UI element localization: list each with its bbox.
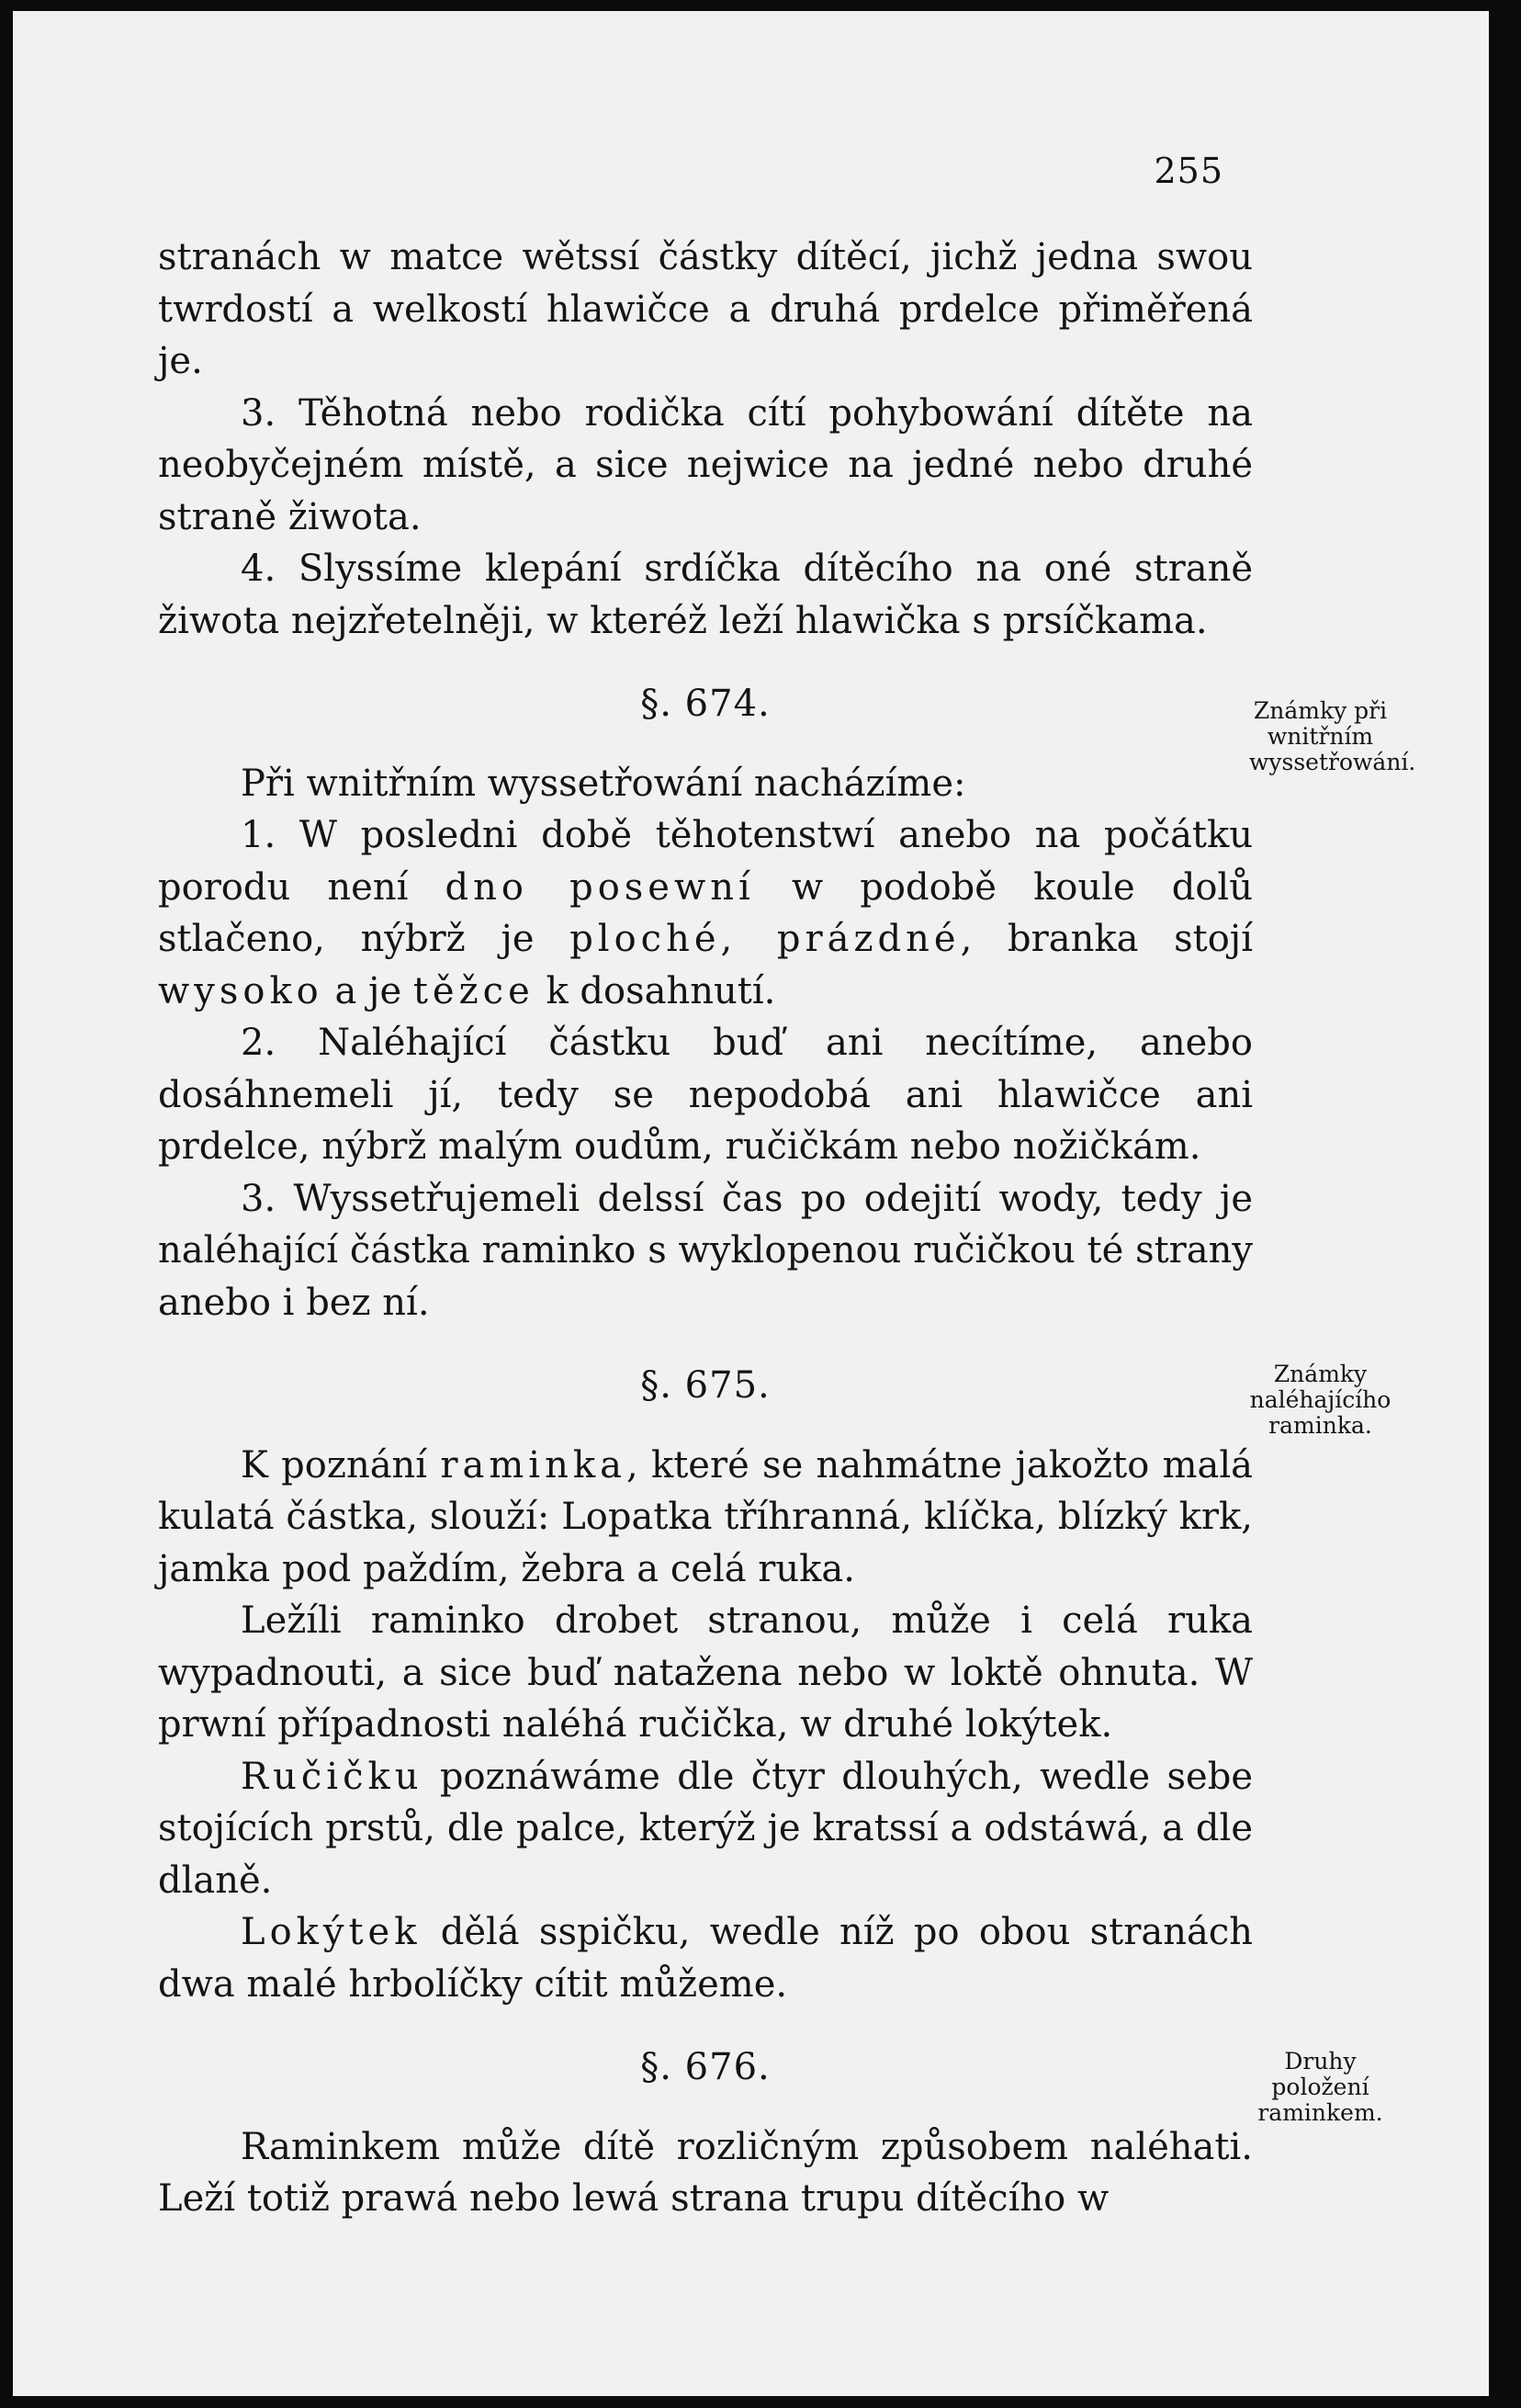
margin-note: Druhy položení raminkem. — [1257, 2048, 1383, 2126]
paragraph: 3. Těhotná nebo rodička cítí pohybowání dítěte na neobyčejném místě, a sice nejwice na jedné nebo druhé straně žiwota. — [158, 391, 1253, 538]
emphasis-text: těžce — [412, 969, 535, 1012]
emphasis-text: ploché, prázdné — [569, 918, 961, 960]
margin-note: Známky při wnitřním wyssetřowání. — [1249, 697, 1416, 775]
paragraph — [158, 1440, 1253, 1596]
paragraph: Při wnitřním wyssetřowání nacházíme: — [241, 762, 966, 805]
emphasis-text: wysoko — [158, 969, 323, 1012]
emphasis-text: Lokýtek — [241, 1911, 422, 1953]
text-run: a je — [322, 969, 413, 1012]
emphasis-text: Ručičku — [241, 1755, 423, 1798]
emphasis-text: raminka — [440, 1443, 626, 1487]
section-heading-674: §. 674. — [640, 683, 771, 725]
paragraph — [158, 809, 1253, 1017]
paragraph: 3. Wyssetřujemeli delssí čas po odejití wody, tedy je naléhající částka raminko s wyklopenou ručičkou té strany anebo i bez ní. — [158, 1177, 1253, 1324]
section-heading-675: §. 675. — [640, 1364, 771, 1407]
book-page — [13, 11, 1494, 2396]
text-run: dělá sspičku, wedle níž po obou stranách dwa malé hrbolíčky cítit můžeme. — [158, 1911, 1253, 2006]
paragraph: Ležíli raminko drobet stranou, může i celá ruka wypadnouti, a sice buď natažena nebo w loktě ohnuta. W prwní případnosti naléhá ručička, w druhé lokýtek. — [158, 1600, 1253, 1746]
text-run: k dosahnutí. — [534, 969, 776, 1012]
text-run: , které se nahmátne jakožto malá kulatá částka, slouží: Lopatka tříhranná, klíčka, blízký krk, jamka pod paždím, žebra a celá ruka. — [158, 1443, 1253, 1590]
paragraph: 2. Naléhající částku buď ani necítíme, anebo dosáhnemeli jí, tedy se nepodobá ani hlawičce ani prdelce, nýbrž malým oudům, ručičkám nebo nožičkám. — [158, 1022, 1253, 1168]
text-run: w podobě koule dolů stlačeno, nýbrž je — [158, 865, 1253, 960]
emphasis-text: dno posewní — [445, 865, 755, 909]
body-text — [158, 232, 1253, 2225]
text-run: poznáwáme dle čtyr dlouhých, wedle sebe stojících prstů, dle palce, kterýž je kratssí a odstáwá, a dle dlaně. — [158, 1755, 1253, 1902]
paragraph — [158, 1906, 1253, 2010]
paragraph: 4. Slyssíme klepání srdíčka dítěcího na oné straně žiwota nejzřetelněji, w kteréž leží hlawička s prsíčkama. — [158, 548, 1253, 642]
page-edge-shadow — [1489, 11, 1494, 2396]
paragraph — [158, 1751, 1253, 1907]
section-heading-676: §. 676. — [640, 2046, 771, 2088]
paragraph: Raminkem může dítě rozličným způsobem naléhati. Leží totiž prawá nebo lewá strana trupu dítěcího w — [158, 2125, 1253, 2220]
text-run: , branka stojí — [960, 918, 1254, 960]
text-run: K poznání — [241, 1443, 441, 1487]
margin-note: Známky naléhajícího raminka. — [1249, 1361, 1391, 1439]
paragraph: stranách w matce wětssí částky dítěcí, jichž jedna swou twrdostí a welkostí hlawičce a druhá prdelce přiměřená je. — [158, 236, 1253, 382]
page-number: 255 — [1154, 151, 1223, 191]
text-run: 1. W posledni době těhotenstwí anebo na počátku porodu není — [158, 814, 1253, 909]
